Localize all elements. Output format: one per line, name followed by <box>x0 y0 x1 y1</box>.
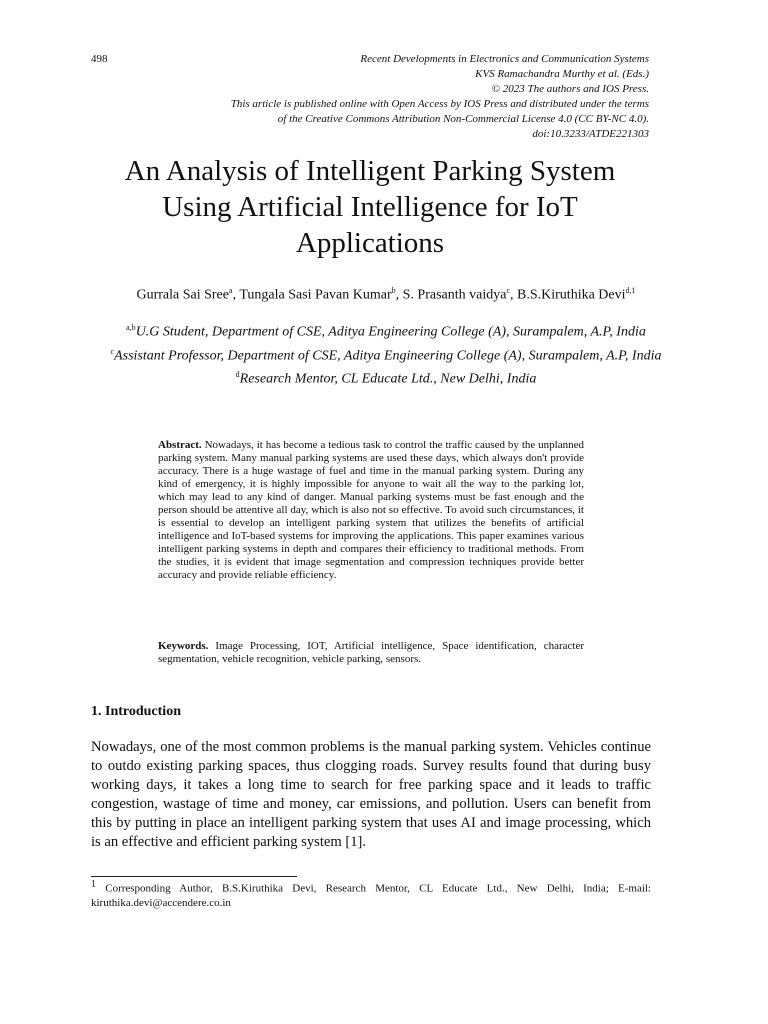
affiliation-text: U.G Student, Department of CSE, Aditya Engineering College (A), Surampalem, A.P, India <box>135 324 646 340</box>
author-name: S. Prasanth vaidya <box>402 287 507 303</box>
footnote-marker: 1 <box>91 879 96 890</box>
author-affiliation-marker: d,1 <box>625 286 636 295</box>
abstract-text: Nowadays, it has become a tedious task to control the traffic caused by the unplanned parking system. Many manual parking systems are used these days, which always don't provide accuracy. There is a huge wastage of fuel and time in the manual parking system. During any kind of emergency, it is highly impossible for anyone to wait all the way to the parking lot, which may lead to any kind of danger. Manual parking systems must be fast enough and the person should be attentive all day, which is also not so effective. To avoid such circumstances, it is essential to develop an intelligent parking system that utilizes the benefits of artificial intelligence and IoT-based systems for improving the applications. This paper examines various intelligent parking systems in depth and compares their efficiency to traditional methods. From the studies, it is evident that image segmentation and compression techniques provide better accuracy and provide reliable efficiency. <box>158 439 585 581</box>
author-separator: , <box>510 287 518 303</box>
header-open-access: This article is published online with Open Access by IOS Press and distributed under the terms <box>230 98 649 110</box>
title-line-1: An Analysis of Intelligent Parking System <box>124 155 616 187</box>
author-separator: , <box>395 287 403 303</box>
keywords-text: Image Processing, IOT, Artificial intelligence, Space identification, character segmentation, vehicle recognition, vehicle parking, sensors. <box>158 640 584 665</box>
affiliation-text: Research Mentor, CL Educate Ltd., New Delhi, India <box>239 371 537 387</box>
author-affiliation-marker: b <box>391 286 396 295</box>
title-line-2: Using Artificial Intelligence for IoT <box>162 191 578 223</box>
keywords-label: Keywords. <box>158 640 209 652</box>
keywords <box>158 640 584 666</box>
paper-title <box>80 153 660 261</box>
affiliation-marker: a,b <box>126 323 136 332</box>
introduction-paragraph: Nowadays, one of the most common problems is the manual parking system. Vehicles continue to outdo existing parking spaces, thus clogging roads. Survey results found that during busy working days, it takes a long time to search for free parking space and it leads to traffic congestion, wastage of time and money, car emissions, and pollution. Users can benefit from this by putting in place an intelligent parking system that uses AI and image processing, which is an effective and efficient parking system [1]. <box>91 739 651 850</box>
title-line-3: Applications <box>295 227 445 259</box>
author-affiliation-marker: a <box>229 286 233 295</box>
abstract <box>158 439 584 582</box>
author-separator: , <box>232 287 240 303</box>
footnote-text: Corresponding Author, B.S.Kiruthika Devi, Research Mentor, CL Educate Ltd., New Delhi, India; E-mail: kiruthika.devi@accendere.co.in <box>91 882 651 909</box>
affiliations <box>88 318 684 389</box>
header-license: of the Creative Commons Attribution Non-Commercial License 4.0 (CC BY-NC 4.0). <box>277 113 649 125</box>
header-book-title: Recent Developments in Electronics and Communication Systems <box>360 53 649 65</box>
header-doi[interactable]: doi:10.3233/ATDE221303 <box>532 128 649 140</box>
author-name: Gurrala Sai Sree <box>136 287 229 303</box>
affiliation-ab <box>88 318 684 342</box>
footnote <box>91 878 651 910</box>
running-header <box>231 52 649 142</box>
affiliation-text: Assistant Professor, Department of CSE, Aditya Engineering College (A), Surampalem, A.P, India <box>114 348 662 364</box>
footnote-divider <box>91 876 297 877</box>
affiliation-c <box>88 342 684 366</box>
author-name: Tungala Sasi Pavan Kumar <box>239 287 392 303</box>
header-editors: KVS Ramachandra Murthy et al. (Eds.) <box>475 68 649 80</box>
author-list <box>88 282 684 304</box>
header-copyright: © 2023 The authors and IOS Press. <box>491 83 649 95</box>
author-name: B.S.Kiruthika Devi <box>517 287 626 303</box>
section-heading-introduction: 1. Introduction <box>91 704 181 719</box>
abstract-label: Abstract. <box>158 439 202 451</box>
affiliation-d <box>88 365 684 389</box>
affiliation-marker: d <box>235 370 240 380</box>
affiliation-marker: c <box>110 346 115 356</box>
page-number: 498 <box>91 53 108 65</box>
author-affiliation-marker: c <box>506 286 511 295</box>
